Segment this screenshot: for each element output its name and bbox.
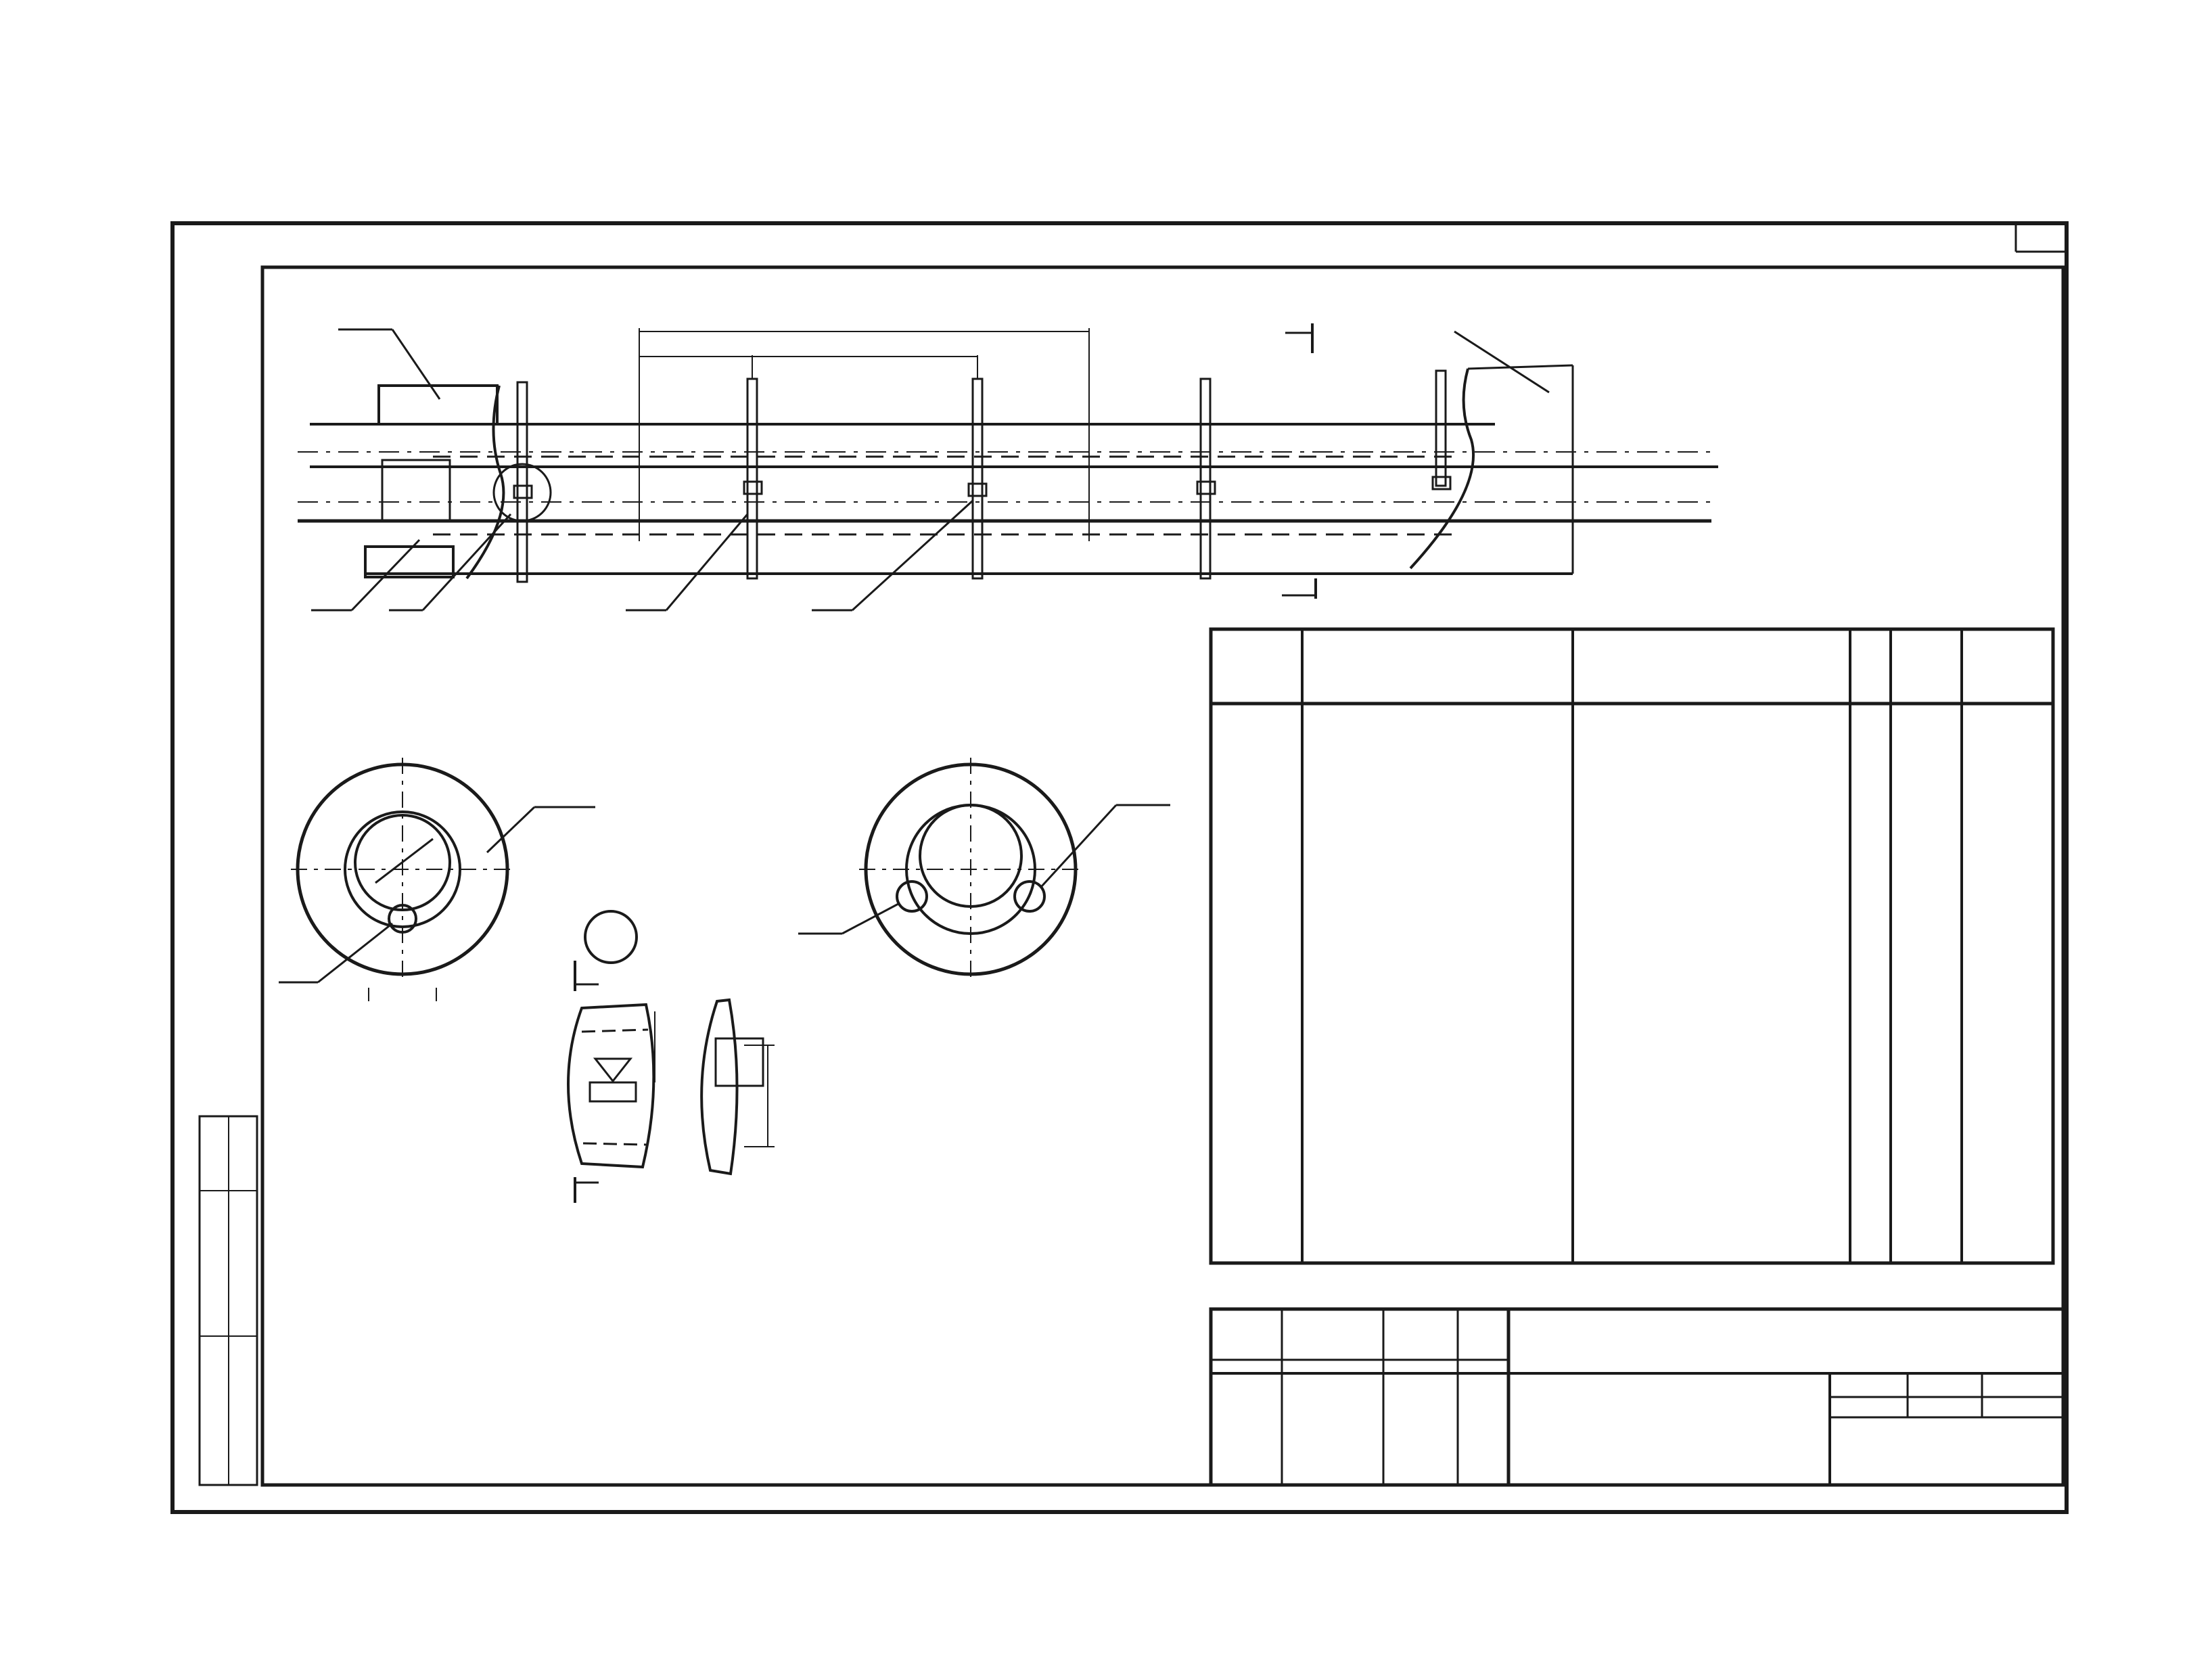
bandage-2 xyxy=(747,379,757,578)
inner-frame xyxy=(262,267,2063,1485)
bandage-3 xyxy=(973,379,982,578)
section-one-satellite xyxy=(279,758,595,1001)
title-block xyxy=(1211,1309,2063,1485)
section-two-satellites xyxy=(798,758,1170,981)
buckle-3 xyxy=(969,484,986,496)
detail-I xyxy=(568,911,775,1203)
protective-cover-edge xyxy=(1410,369,1473,568)
bandage-1 xyxy=(517,382,527,582)
pipe-2 xyxy=(920,805,1021,907)
bandage-4 xyxy=(1201,379,1210,578)
strap-detail xyxy=(568,1005,653,1167)
detail-marker xyxy=(585,911,637,963)
outer-frame xyxy=(172,223,2067,1512)
bandage-5 xyxy=(1436,371,1446,486)
pipe-elevation xyxy=(298,323,1718,610)
insulation-block-top xyxy=(379,386,497,424)
spec-table xyxy=(1211,629,2053,1263)
